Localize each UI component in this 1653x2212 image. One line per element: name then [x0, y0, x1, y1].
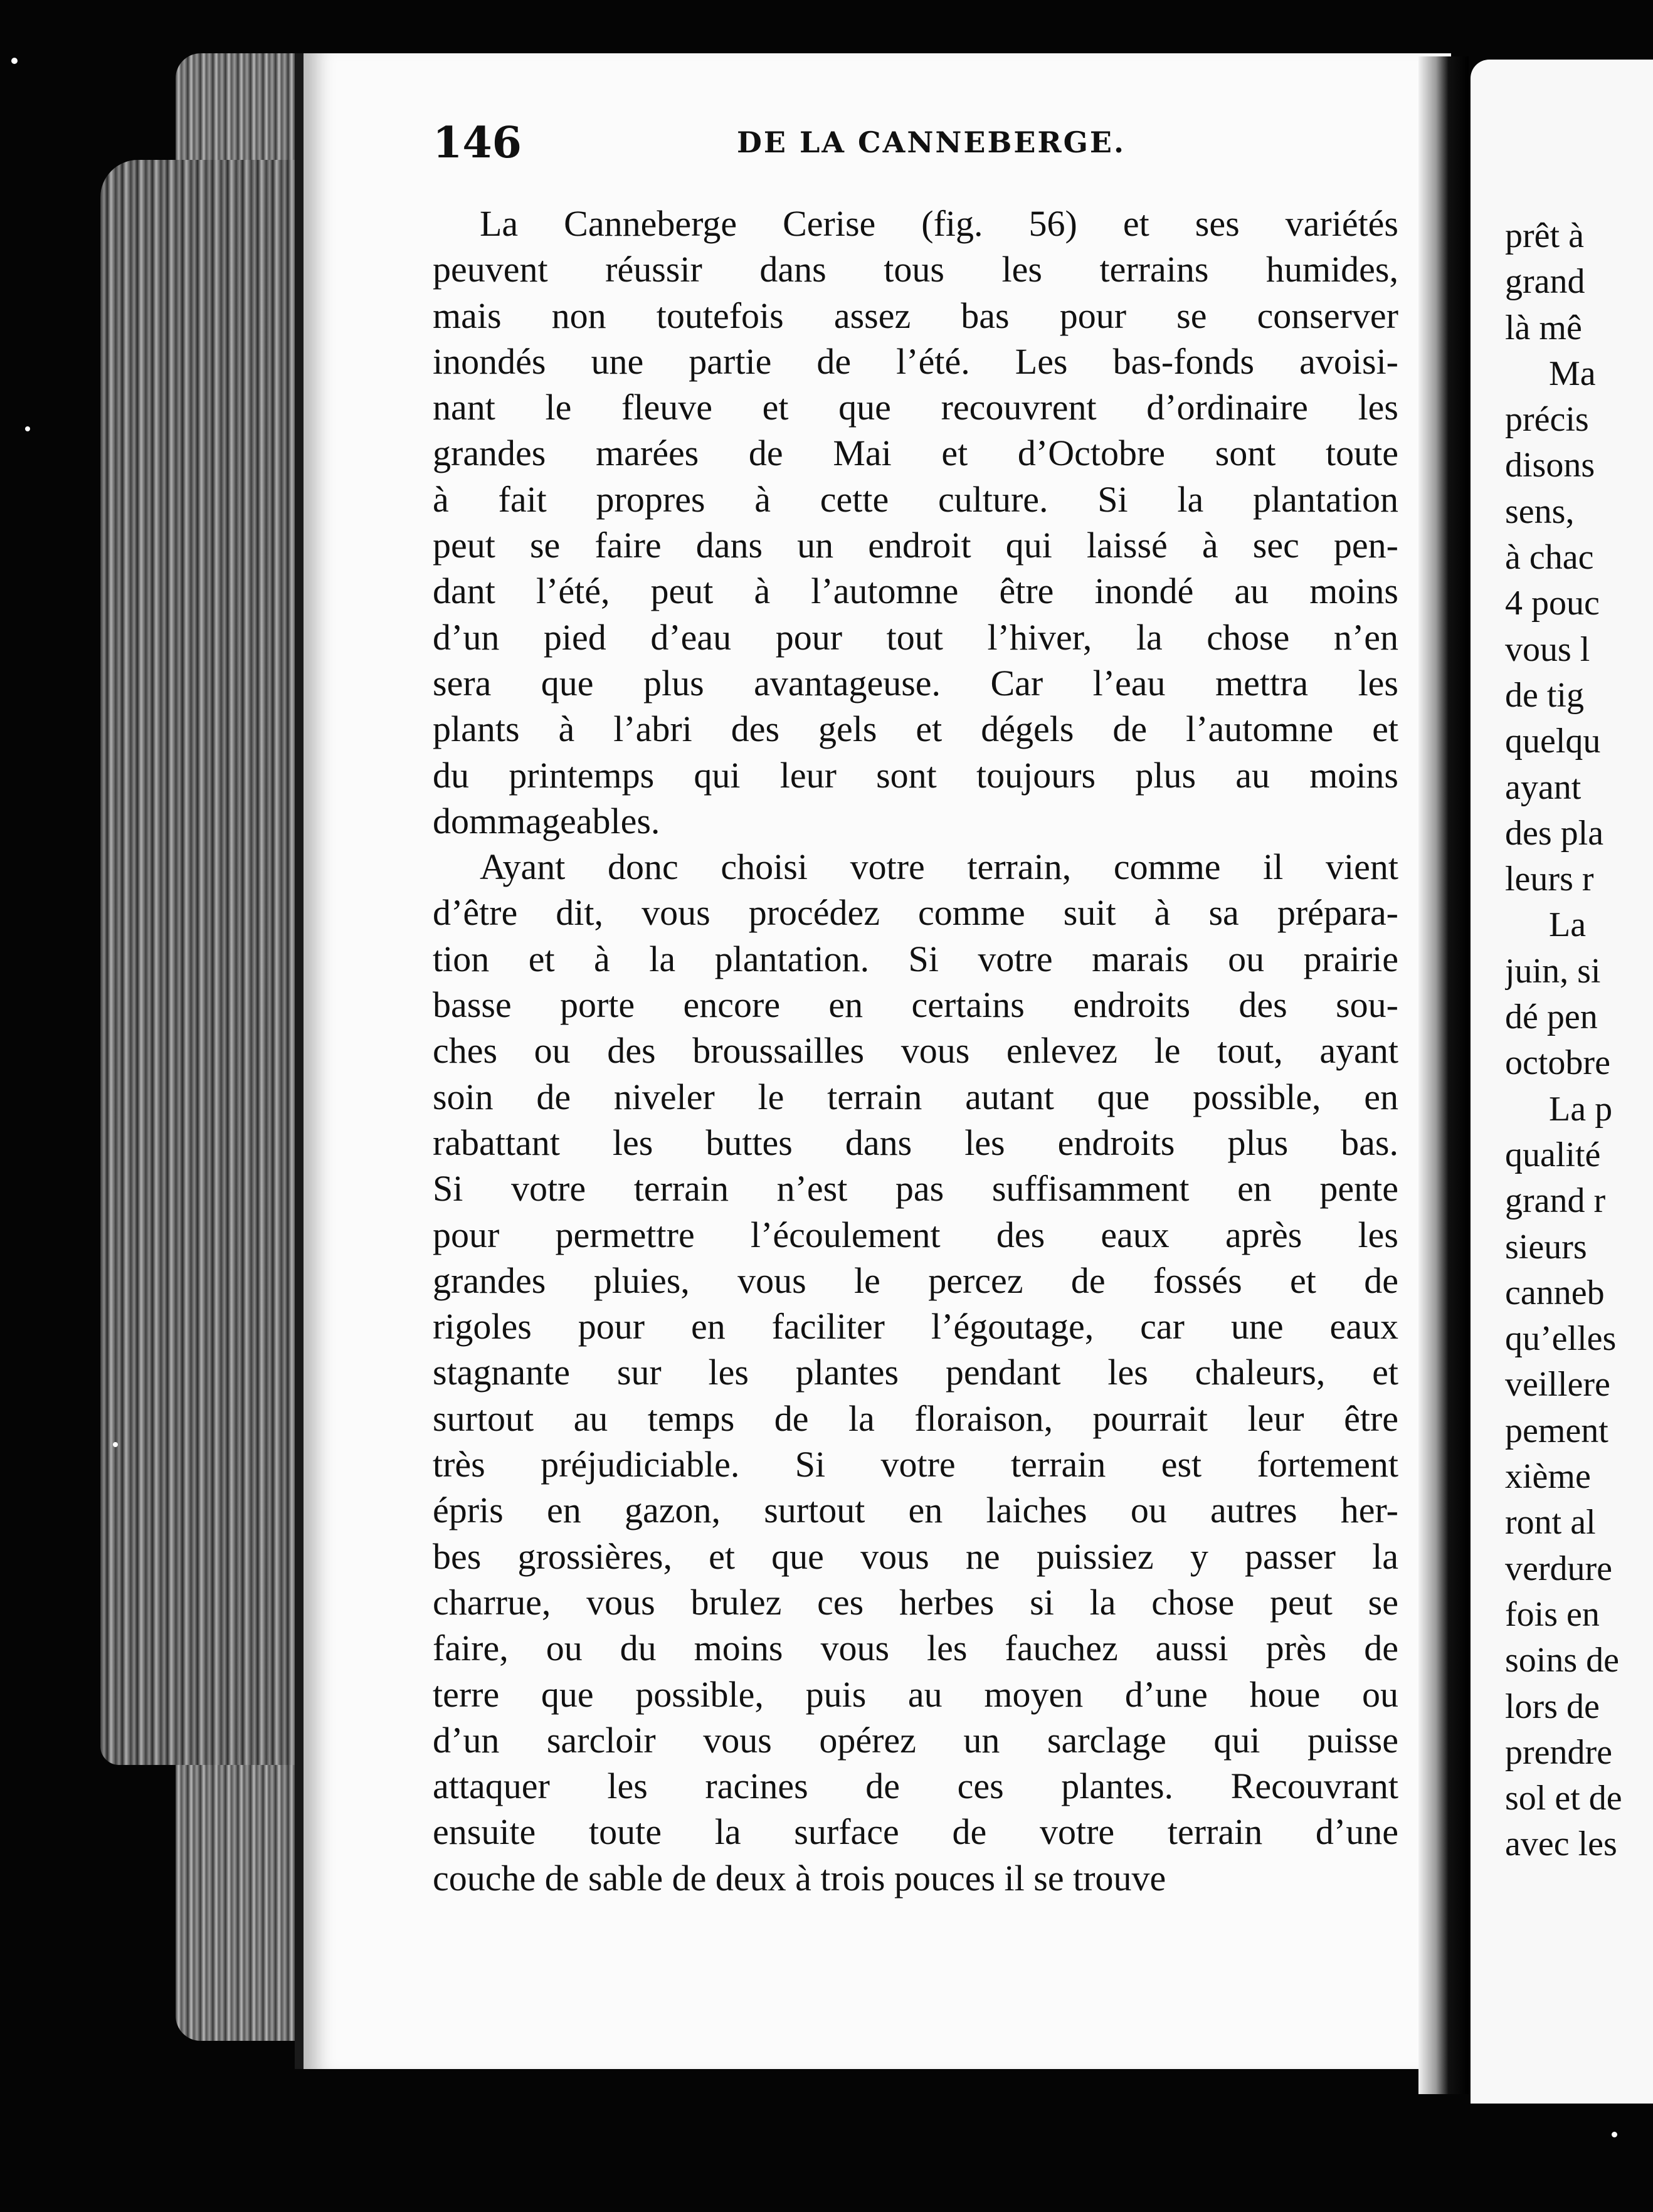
- text-line: charrue, vous brulez ces herbes si la chose peut se: [433, 1581, 1398, 1623]
- right-text-line: qu’elles: [1505, 1319, 1617, 1359]
- text-line: attaquer les racines de ces plantes. Recouvrant: [433, 1766, 1398, 1807]
- right-text-line: ayant: [1505, 767, 1582, 807]
- text-line: dant l’été, peut à l’automne être inondé au moins: [433, 571, 1398, 612]
- text-line: épris en gazon, surtout en laiches ou autres her-: [433, 1490, 1398, 1531]
- text-line: stagnante sur les plantes pendant les chaleurs, et: [433, 1352, 1398, 1393]
- text-line: surtout au temps de la floraison, pourrait leur être: [433, 1398, 1398, 1439]
- right-text-line: xième: [1505, 1457, 1591, 1497]
- right-text-line: sens,: [1505, 492, 1575, 531]
- text-line: couche de sable de deux à trois pouces il se trouve: [433, 1857, 1166, 1899]
- right-text-line: dé pen: [1505, 998, 1598, 1037]
- text-line: grandes pluies, vous le percez de fossés et de: [433, 1260, 1398, 1301]
- text-line: inondés une partie de l’été. Les bas-fonds avoisi-: [433, 340, 1398, 382]
- text-line: bes grossières, et que vous ne puissiez y passer la: [433, 1535, 1398, 1577]
- right-text-line: fois en: [1505, 1594, 1600, 1634]
- right-page-text: [1505, 213, 1653, 1868]
- text-line: très préjudiciable. Si votre terrain est fortement: [433, 1444, 1398, 1485]
- text-line: La Canneberge Cerise (fig. 56) et ses variétés: [480, 203, 1398, 244]
- text-line: d’être dit, vous procédez comme suit à sa prépara-: [433, 892, 1398, 934]
- right-text-line: là mê: [1505, 308, 1582, 347]
- right-text-line: leurs r: [1505, 860, 1594, 899]
- text-line: du printemps qui leur sont toujours plus au moins: [433, 754, 1398, 796]
- text-line: basse porte encore en certains endroits des sou-: [433, 984, 1398, 1026]
- page-number: 146: [433, 118, 522, 168]
- scan-speck: [11, 58, 18, 64]
- text-line: tion et à la plantation. Si votre marais ou prairie: [433, 938, 1398, 979]
- right-text-line: qualité: [1505, 1135, 1601, 1174]
- text-line: nant le fleuve et que recouvrent d’ordinaire les: [433, 387, 1398, 428]
- text-line: plants à l’abri des gels et dégels de l’automne et: [433, 708, 1398, 750]
- text-line: rabattant les buttes dans les endroits plus bas.: [433, 1122, 1398, 1163]
- text-line: à fait propres à cette culture. Si la plantation: [433, 478, 1398, 520]
- right-text-line: La p: [1549, 1089, 1613, 1129]
- right-text-line: prêt à: [1505, 216, 1584, 255]
- right-text-line: disons: [1505, 446, 1595, 485]
- running-head: DE LA CANNEBERGE.: [737, 125, 1126, 159]
- text-line: terre que possible, puis au moyen d’une houe ou: [433, 1673, 1398, 1715]
- right-text-line: avec les: [1505, 1825, 1617, 1864]
- right-text-line: précis: [1505, 400, 1589, 440]
- text-line: d’un pied d’eau pour tout l’hiver, la chose n’en: [433, 616, 1398, 658]
- text-line: peut se faire dans un endroit qui laissé à sec pen-: [433, 525, 1398, 566]
- scan-speck: [25, 426, 30, 431]
- right-text-line: octobre: [1505, 1043, 1610, 1083]
- text-line: pour permettre l’écoulement des eaux après les: [433, 1214, 1398, 1255]
- text-line: Si votre terrain n’est pas suffisamment en pente: [433, 1168, 1398, 1209]
- text-line: ensuite toute la surface de votre terrain d’une: [433, 1811, 1398, 1853]
- text-line: Ayant donc choisi votre terrain, comme il vient: [480, 846, 1398, 888]
- book-spine: [100, 160, 307, 1765]
- right-text-line: juin, si: [1505, 951, 1601, 991]
- page-header: [433, 118, 1411, 168]
- text-line: grandes marées de Mai et d’Octobre sont toute: [433, 433, 1398, 474]
- scan-speck: [1612, 2132, 1617, 2137]
- right-text-line: grand r: [1505, 1181, 1606, 1221]
- right-text-line: vous l: [1505, 629, 1590, 669]
- right-text-line: de tig: [1505, 675, 1584, 715]
- text-line: faire, ou du moins vous les fauchez aussi près de: [433, 1628, 1398, 1669]
- right-text-line: 4 pouc: [1505, 584, 1600, 623]
- scan-speck: [113, 1442, 118, 1447]
- right-text-line: La: [1549, 905, 1587, 945]
- right-text-line: sol et de: [1505, 1779, 1622, 1818]
- right-text-line: à chac: [1505, 538, 1594, 577]
- text-line: d’un sarcloir vous opérez un sarclage qui puisse: [433, 1719, 1398, 1761]
- body-text: [433, 201, 1398, 1901]
- text-line: dommageables.: [433, 800, 660, 841]
- right-text-line: sieurs: [1505, 1227, 1587, 1267]
- text-line: mais non toutefois assez bas pour se conserver: [433, 295, 1398, 336]
- right-text-line: des pla: [1505, 813, 1604, 853]
- text-line: peuvent réussir dans tous les terrains humides,: [433, 249, 1398, 290]
- text-line: ches ou des broussailles vous enlevez le tout, ayant: [433, 1030, 1398, 1072]
- right-text-line: canneb: [1505, 1273, 1605, 1312]
- right-text-line: verdure: [1505, 1549, 1613, 1588]
- right-text-line: veillere: [1505, 1365, 1610, 1404]
- right-text-line: Ma: [1549, 354, 1596, 393]
- right-text-line: prendre: [1505, 1732, 1613, 1772]
- right-text-line: ront al: [1505, 1503, 1596, 1542]
- text-line: sera que plus avantageuse. Car l’eau mettra les: [433, 662, 1398, 703]
- right-text-line: grand: [1505, 262, 1585, 302]
- text-line: rigoles pour en faciliter l’égoutage, car une eaux: [433, 1306, 1398, 1347]
- right-text-line: lors de: [1505, 1687, 1600, 1726]
- right-text-line: soins de: [1505, 1641, 1619, 1680]
- right-text-line: quelqu: [1505, 722, 1601, 761]
- text-line: soin de niveler le terrain autant que possible, en: [433, 1076, 1398, 1117]
- book-gutter: [1418, 56, 1469, 2094]
- right-text-line: pement: [1505, 1411, 1608, 1450]
